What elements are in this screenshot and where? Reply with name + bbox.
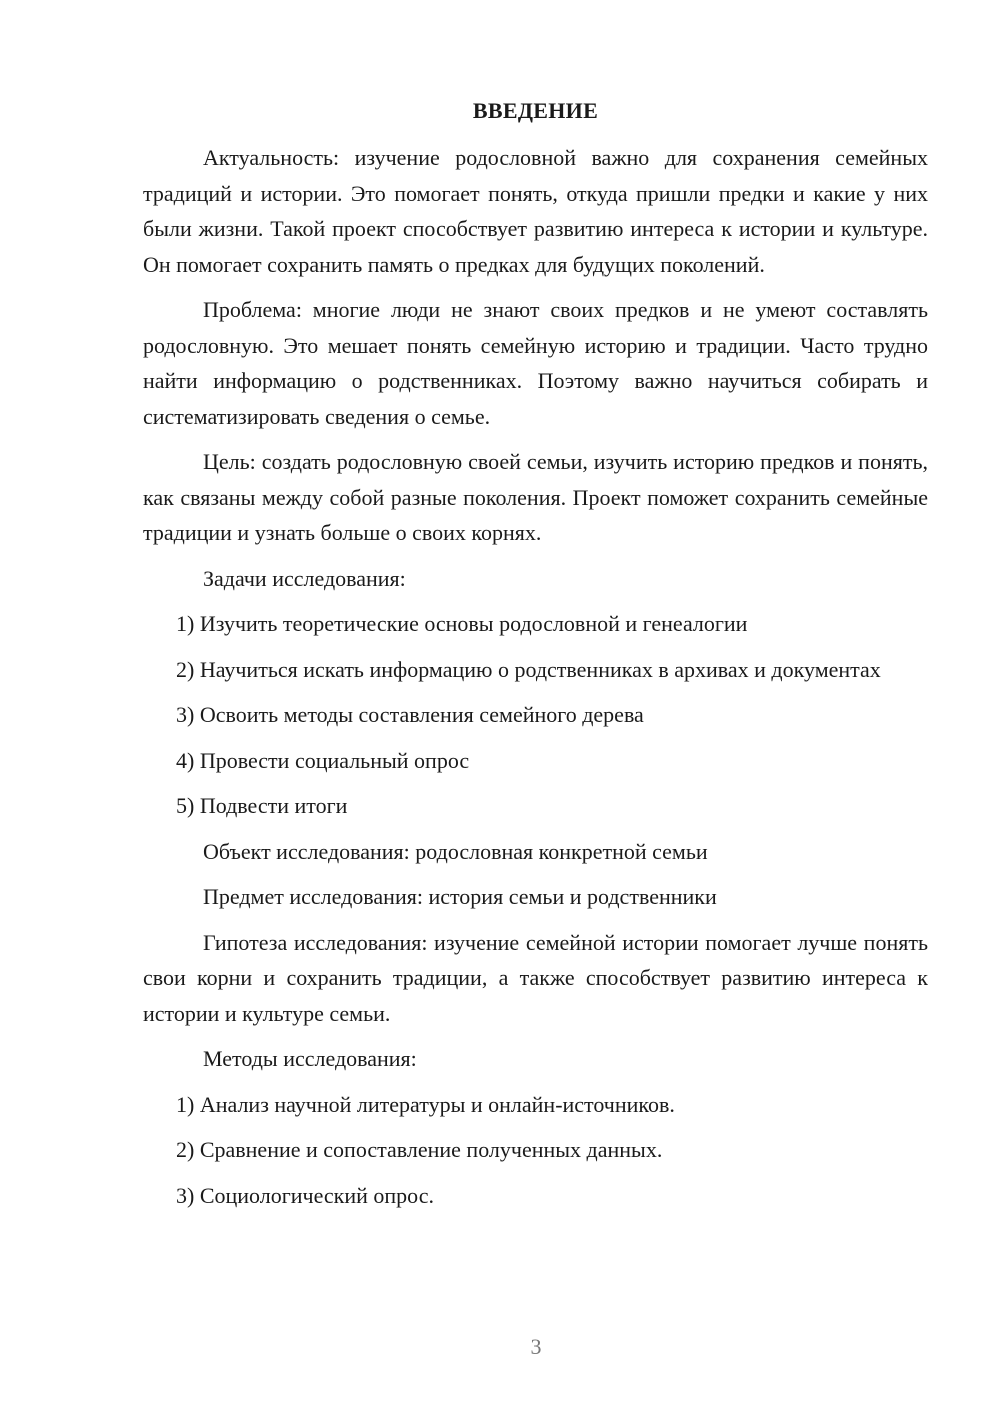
methods-heading: Методы исследования:	[203, 1046, 417, 1071]
goal-paragraph: Цель: создать родословную своей семьи, изучить историю предков и понять, как связаны между собой разные поколения. Проект поможет сохранить семейные традиции и узнать больше о своих корнях.	[143, 449, 928, 545]
tasks-heading: Задачи исследования:	[203, 565, 406, 591]
method-item: 3) Социологический опрос.	[176, 1182, 434, 1208]
method-item: 2) Сравнение и сопоставление полученных данных.	[176, 1137, 663, 1162]
task-item: 1) Изучить теоретические основы родословной и генеалогии	[176, 611, 748, 636]
page-number: 3	[530, 1334, 542, 1359]
method-item: 1) Анализ научной литературы и онлайн-источников.	[176, 1091, 675, 1117]
subject-paragraph: Предмет исследования: история семьи и родственники	[203, 884, 717, 909]
task-item: 4) Провести социальный опрос	[176, 747, 470, 773]
task-item: 2) Научиться искать информацию о родственниках в архивах и документах	[176, 656, 881, 682]
task-item: 5) Подвести итоги	[176, 793, 348, 818]
object-paragraph: Объект исследования: родословная конкретной семьи	[203, 838, 708, 864]
task-item: 3) Освоить методы составления семейного дерева	[176, 702, 644, 727]
hypothesis-paragraph: Гипотеза исследования: изучение семейной истории помогает лучше понять свои корни и сохранить традиции, а также способствует развитию интереса к истории и культуре семьи.	[143, 929, 928, 1026]
section-title: ВВЕДЕНИЕ	[472, 98, 599, 123]
problem-paragraph: Проблема: многие люди не знают своих предков и не умеют составлять родословную. Это мешает понять семейную историю и традиции. Часто трудно найти информацию о родственниках. Поэтому важно научиться собирать и систематизировать сведения о семье.	[143, 297, 928, 429]
relevance-paragraph: Актуальность: изучение родословной важно для сохранения семейных традиций и истории. Это помогает понять, откуда пришли предки и какие у них были жизни. Такой проект способствует развитию интереса к истории и культуре. Он помогает сохранить память о предках для будущих поколений.	[143, 145, 928, 277]
page-content	[143, 95, 928, 1223]
